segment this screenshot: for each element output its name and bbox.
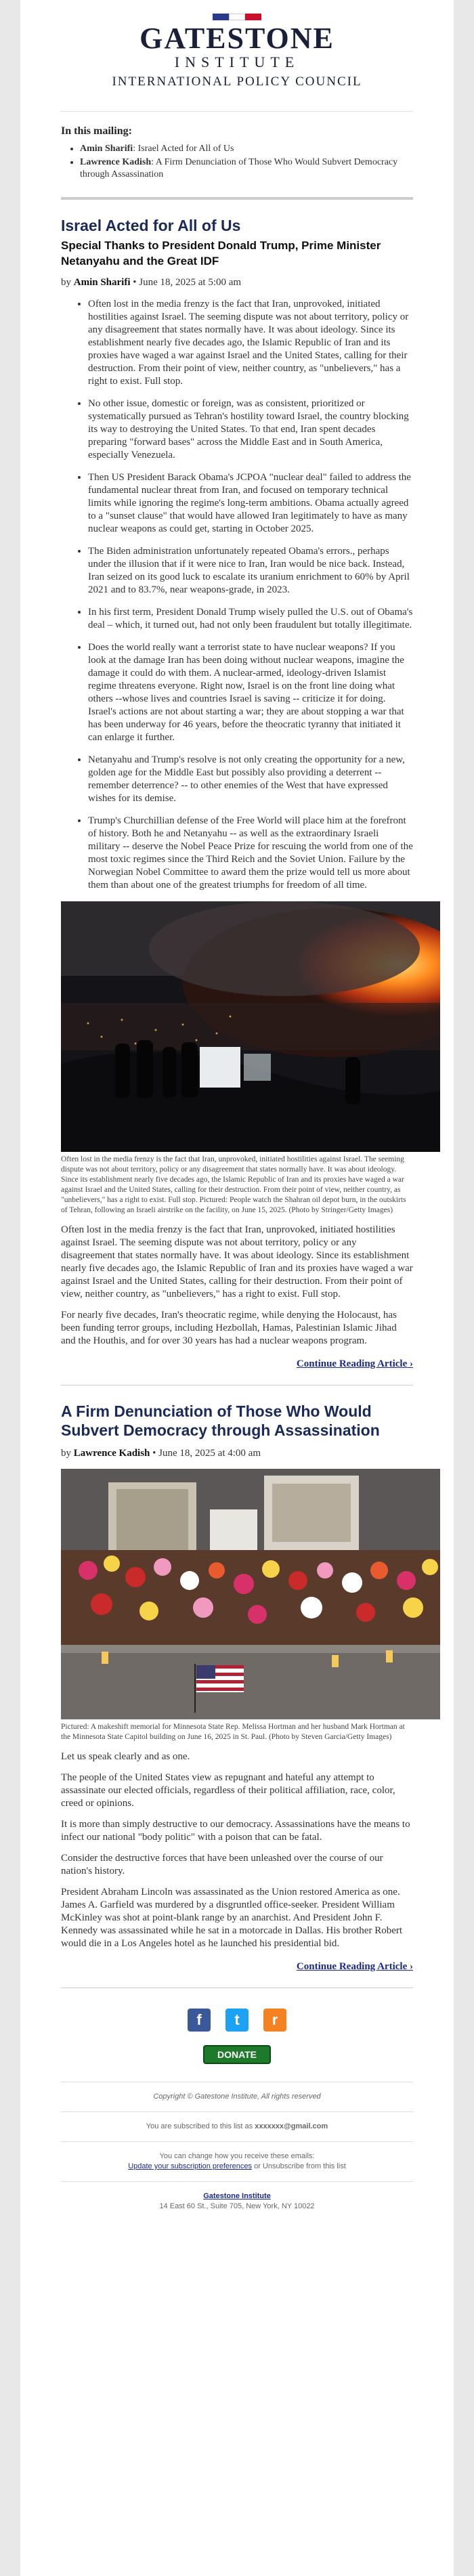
manage-links xyxy=(61,2162,413,2172)
footer xyxy=(61,2082,413,2212)
donate-button[interactable]: DONATE xyxy=(203,2045,271,2064)
article-1 xyxy=(61,200,413,1386)
logo-title: GATESTONE xyxy=(139,22,335,55)
facebook-icon[interactable]: f xyxy=(188,2009,211,2032)
continue-reading-link[interactable]: Continue Reading Article › xyxy=(61,1358,413,1386)
summary-bullet: • In his first term, President Donald Trump wisely pulled the U.S. out of Obama's deal – which, it turned out, had not only been fraudulent but totally illegitimate. xyxy=(88,606,413,632)
continue-reading-link[interactable]: Continue Reading Article › xyxy=(61,1961,413,1988)
byline-date: June 18, 2025 at 4:00 am xyxy=(158,1448,261,1459)
byline-author[interactable]: Amin Sharifi xyxy=(73,277,131,288)
mailing-item-author: Lawrence Kadish xyxy=(80,157,152,167)
article-2 xyxy=(61,1386,413,1988)
byline-by: by xyxy=(61,1448,71,1459)
twitter-icon[interactable]: t xyxy=(225,2009,249,2032)
body-paragraph: The people of the United States view as repugnant and hateful any attempt to assassinate our elected officials, regardless of their political affiliation, race, color, creed or opinions. xyxy=(61,1772,395,1809)
org-name-link[interactable]: Gatestone Institute xyxy=(203,2192,271,2200)
summary-bullet: • Trump's Churchillian defense of the Free World will place him at the forefront of history. Both he and Netanyahu -- as well as the extraordinary Israeli military -- deserve the Nobel Peace Prize for rescuing the world from one of the most toxic regimes since the Third Reich and the Soviet Union. Failure by the Norwegian Nobel Committee to award them the prize would tell us more about them than about one of the greatest triumphs for freedom of all time. xyxy=(88,815,413,892)
fire-scene-image xyxy=(61,901,440,1152)
logo-tagline: INTERNATIONAL POLICY COUNCIL xyxy=(112,74,362,89)
byline: by Lawrence Kadish • June 18, 2025 at 4:00 am xyxy=(61,1448,261,1459)
change-note: You can change how you receive these emails: xyxy=(159,2152,315,2160)
article-photo-fire xyxy=(61,901,440,1152)
mailing-contents xyxy=(61,112,413,200)
or-text: or xyxy=(254,2162,261,2170)
subscribed-note: You are subscribed to this list as xxxxxxx@gmail.com xyxy=(146,2122,328,2130)
summary-bullet: • Often lost in the media frenzy is the fact that Iran, unprovoked, initiated hostilities against Israel. The seeming dispute was not about territory, policy or any disagreement that states normally have. It was about ideology. Since its establishment nearly five decades ago, the Islamic Republic of Iran and its proxies have waged a war against Israel and the United States, calling for their destruction. From their point of view, neither country, as "unbelievers," has a right to exist. Full stop. xyxy=(88,298,413,388)
mailing-heading: In this mailing: xyxy=(61,125,132,137)
byline-by: by xyxy=(61,277,71,288)
mailing-item[interactable] xyxy=(80,156,413,181)
summary-bullet: • Does the world really want a terrorist state to have nuclear weapons? If you look at the damage Iran has been doing without nuclear weapons, imagine the damage it could do with them. A nuclear-armed, ideology-driven Islamist regime threatens everyone. Right now, Israel is on the front line doing what others --whose lives and countries Israel is saving -- criticize it for doing. Israel's actions are not about starting a war; they are about stopping a war that has been underway for 46 years, before the theocratic tyranny that initiated it can enlarge it further. xyxy=(88,641,413,744)
byline: by Amin Sharifi • June 18, 2025 at 5:00 am xyxy=(61,277,242,288)
body-paragraph: For nearly five decades, Iran's theocratic regime, while denying the Holocaust, has been funding terror groups, including Hezbollah, Hamas, Palestinian Islamic Jihad and the Houthis, and for over 30 years has had a nuclear weapons program. xyxy=(61,1310,397,1346)
logo-subtitle: INSTITUTE xyxy=(174,53,300,70)
body-paragraph: President Abraham Lincoln was assassinated as the Union restored America as one. James A. Garfield was murdered by a disgruntled office-seeker. President William McKinley was shot at point-blank range by an anarchist. And President John F. Kennedy was assassinated while he sat in a motorcade in Dallas. His brother Robert would die in a Los Angeles hotel as he launched his presidential bid. xyxy=(61,1887,403,1949)
body-paragraph: Often lost in the media frenzy is the fact that Iran, unprovoked, initiated hostilities against Israel. The seeming dispute was not about territory, policy or any disagreement that states normally have. It was about ideology. Since its establishment nearly five decades ago, the Islamic Republic of Iran and its proxies have waged a war against Israel and the United States, calling for their destruction. From their point of view, neither country, as "unbelievers," has a right to exist. Full stop. xyxy=(61,1224,413,1300)
email-container xyxy=(20,0,454,2576)
article-title[interactable]: A Firm Denunciation of Those Who Would Subvert Democracy through Assassination xyxy=(61,1402,380,1439)
copyright: Copyright © Gatestone Institute, All rights reserved xyxy=(153,2092,321,2101)
summary-bullet: • Netanyahu and Trump's resolve is not only creating the opportunity for a new, golden age for the Middle East but possibly also providing a deterrent -- remember deterrence? -- to other enemies of the West that have expressed wishes for its demise. xyxy=(88,754,413,805)
social-links xyxy=(61,2009,413,2032)
mailing-item-title: : A Firm Denunciation of Those Who Would Subvert Democracy through Assassination xyxy=(80,157,398,179)
mailing-item[interactable] xyxy=(80,143,413,155)
body-paragraph: It is more than simply destructive to our democracy. Assassinations have the means to infect our national "body politic" with a poison that can be fatal. xyxy=(61,1819,410,1843)
article-body xyxy=(61,1224,413,1348)
byline-date: June 18, 2025 at 5:00 am xyxy=(139,277,242,288)
memorial-image xyxy=(61,1469,440,1719)
photo-caption: Pictured: A makeshift memorial for Minnesota State Rep. Melissa Hortman and her husband Mark Hortman at the Minnesota State Capitol building on June 16, 2025 in St. Paul. (Photo by Steven Garcia/Getty Images) xyxy=(61,1723,405,1741)
byline-author[interactable]: Lawrence Kadish xyxy=(73,1448,150,1459)
header-logo[interactable] xyxy=(61,0,413,112)
photo-caption: Often lost in the media frenzy is the fact that Iran, unprovoked, initiated hostilities against Israel. The seeming dispute was not about territory, policy or any disagreement that states normally have. It was about ideology. Since its establishment nearly five decades ago, the Islamic Republic of Iran and its proxies have waged a war against Israel and the United States, calling for their destruction. From their point of view, neither country, as "unbelievers," has a right to exist. Full stop. Pictured: People watch the Shahran oil depot burn, in the outskirts of Tehran, following an Israeli airstrike on the facility, on June 15, 2025. (Photo by Stringer/Getty Images) xyxy=(61,1155,406,1214)
org-address: 14 East 60 St., Suite 705, New York, NY 10022 xyxy=(159,2202,315,2210)
update-preferences-link[interactable]: Update your subscription preferences xyxy=(128,2162,253,2170)
subscriber-email: xxxxxxx@gmail.com xyxy=(255,2122,328,2130)
article-title[interactable]: Israel Acted for All of Us xyxy=(61,217,241,234)
article-subtitle: Special Thanks to President Donald Trump, Prime Minister Netanyahu and the Great IDF xyxy=(61,239,381,267)
article-body xyxy=(61,1751,413,1950)
article-photo-memorial xyxy=(61,1469,440,1719)
mailing-item-author: Amin Sharifi xyxy=(80,144,133,154)
body-paragraph: Consider the destructive forces that have been unleashed over the course of our nation's history. xyxy=(61,1853,383,1876)
flag-icon xyxy=(61,14,413,20)
summary-bullet: • The Biden administration unfortunately repeated Obama's errors., perhaps under the illusion that if it were nice to Iran, Iran would be nice back. Instead, Iran seized on its good luck to escalate its uranium enrichment to 60% by April 2021 and to 83.7%, near weapons-grade, in 2023. xyxy=(88,545,413,597)
summary-bullet: • No other issue, domestic or foreign, was as consistent, prioritized or systematically pursued as Tehran's hostility toward Israel, the country blocking its way to destroying the United States. To that end, Iran spent decades preparing "forward bases" across the Middle East and in South America, especially Venezuela. xyxy=(88,398,413,462)
body-paragraph: Let us speak clearly and as one. xyxy=(61,1751,190,1762)
mailing-item-title: : Israel Acted for All of Us xyxy=(133,144,234,154)
rss-icon[interactable]: r xyxy=(263,2009,286,2032)
unsubscribe-link[interactable]: Unsubscribe from this list xyxy=(262,2162,346,2170)
summary-bullets xyxy=(88,298,413,892)
summary-bullet: • Then US President Barack Obama's JCPOA "nuclear deal" failed to address the fundamental nuclear threat from Iran, and focused on temporary technical limits while ignoring the regime's long-term ambitions. Obama actually agreed to a "sunset clause" that would have allowed Iran legitimately to have as many nuclear weapons as could get, starting in October 2025. xyxy=(88,471,413,536)
